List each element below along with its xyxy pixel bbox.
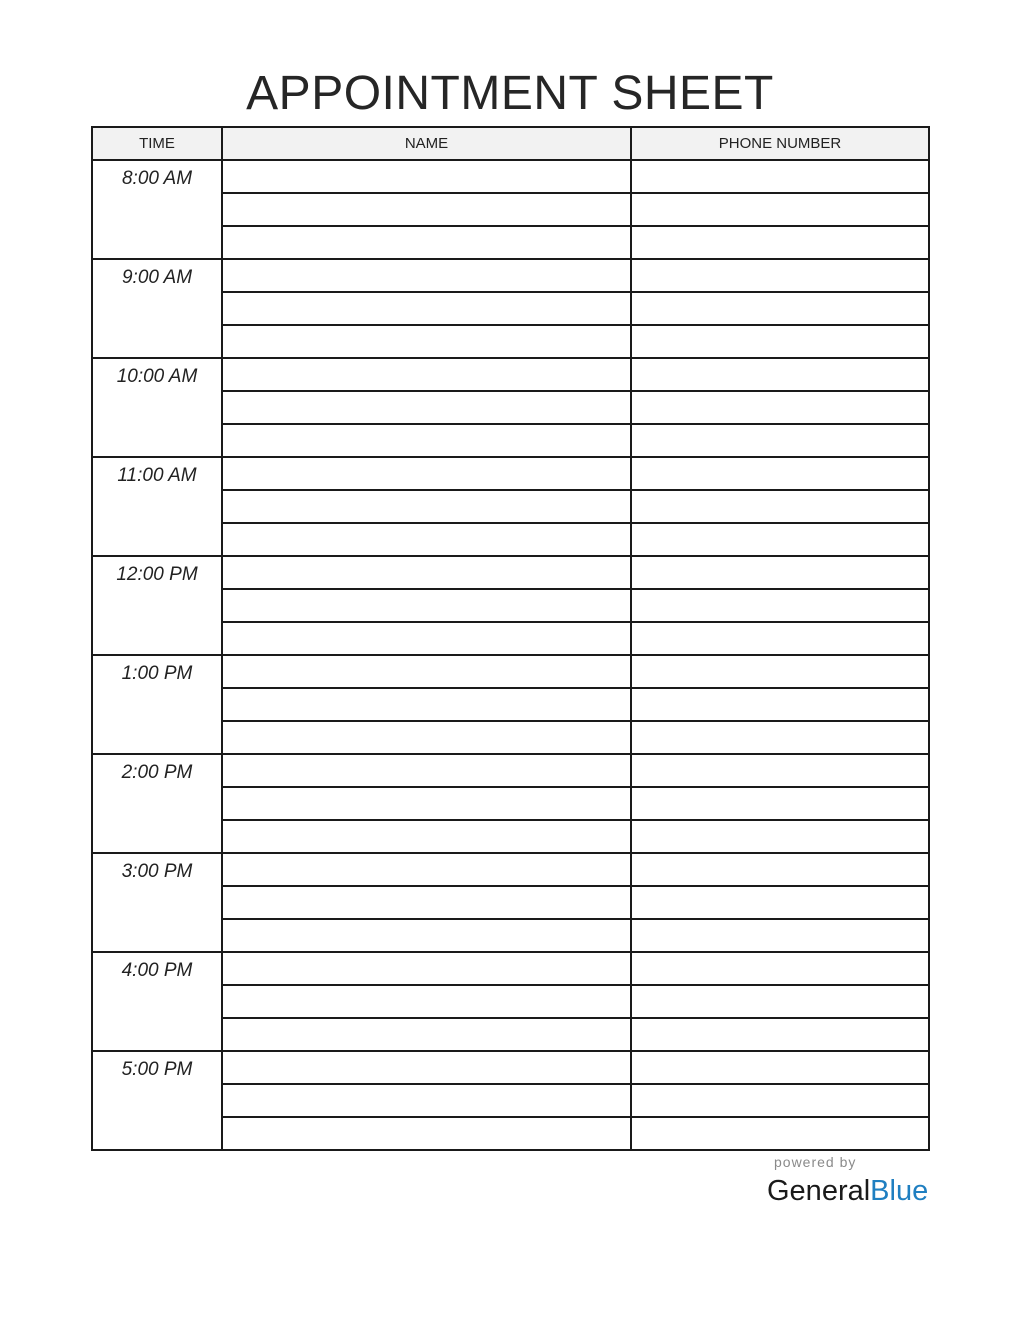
time-slot-label: 11:00 AM <box>92 457 222 556</box>
phone-entry-cell[interactable] <box>631 292 929 325</box>
phone-entry-cell[interactable] <box>631 457 929 490</box>
name-entry-cell[interactable] <box>222 1018 631 1051</box>
name-entry-cell[interactable] <box>222 622 631 655</box>
time-column-header: TIME <box>92 127 222 160</box>
name-entry-cell[interactable] <box>222 292 631 325</box>
table-row <box>92 952 929 985</box>
table-row <box>92 754 929 787</box>
phone-entry-cell[interactable] <box>631 1018 929 1051</box>
time-slot-label: 3:00 PM <box>92 853 222 952</box>
phone-entry-cell[interactable] <box>631 655 929 688</box>
name-entry-cell[interactable] <box>222 457 631 490</box>
phone-entry-cell[interactable] <box>631 853 929 886</box>
time-slot-label: 12:00 PM <box>92 556 222 655</box>
table-row <box>92 853 929 886</box>
phone-entry-cell[interactable] <box>631 490 929 523</box>
name-entry-cell[interactable] <box>222 490 631 523</box>
phone-column-header: PHONE NUMBER <box>631 127 929 160</box>
name-entry-cell[interactable] <box>222 424 631 457</box>
name-entry-cell[interactable] <box>222 391 631 424</box>
appointment-body <box>92 160 929 1150</box>
phone-entry-cell[interactable] <box>631 523 929 556</box>
name-entry-cell[interactable] <box>222 655 631 688</box>
header-row <box>92 127 929 160</box>
phone-entry-cell[interactable] <box>631 886 929 919</box>
phone-entry-cell[interactable] <box>631 160 929 193</box>
table-row <box>92 160 929 193</box>
brand-general: General <box>767 1175 871 1207</box>
phone-entry-cell[interactable] <box>631 1117 929 1150</box>
name-entry-cell[interactable] <box>222 1084 631 1117</box>
name-entry-cell[interactable] <box>222 820 631 853</box>
phone-entry-cell[interactable] <box>631 985 929 1018</box>
time-slot-label: 10:00 AM <box>92 358 222 457</box>
name-entry-cell[interactable] <box>222 886 631 919</box>
table-row <box>92 457 929 490</box>
name-column-header: NAME <box>222 127 631 160</box>
time-slot-label: 4:00 PM <box>92 952 222 1051</box>
name-entry-cell[interactable] <box>222 1051 631 1084</box>
phone-entry-cell[interactable] <box>631 622 929 655</box>
name-entry-cell[interactable] <box>222 952 631 985</box>
name-entry-cell[interactable] <box>222 721 631 754</box>
phone-entry-cell[interactable] <box>631 688 929 721</box>
time-slot-label: 5:00 PM <box>92 1051 222 1150</box>
phone-entry-cell[interactable] <box>631 721 929 754</box>
name-entry-cell[interactable] <box>222 754 631 787</box>
phone-entry-cell[interactable] <box>631 259 929 292</box>
phone-entry-cell[interactable] <box>631 556 929 589</box>
page-title: APPOINTMENT SHEET <box>246 67 774 120</box>
table-row <box>92 1051 929 1084</box>
phone-entry-cell[interactable] <box>631 226 929 259</box>
phone-entry-cell[interactable] <box>631 1084 929 1117</box>
phone-entry-cell[interactable] <box>631 952 929 985</box>
phone-entry-cell[interactable] <box>631 787 929 820</box>
phone-entry-cell[interactable] <box>631 424 929 457</box>
time-slot-label: 9:00 AM <box>92 259 222 358</box>
phone-entry-cell[interactable] <box>631 325 929 358</box>
name-entry-cell[interactable] <box>222 688 631 721</box>
table-row <box>92 358 929 391</box>
name-entry-cell[interactable] <box>222 193 631 226</box>
phone-entry-cell[interactable] <box>631 919 929 952</box>
phone-entry-cell[interactable] <box>631 391 929 424</box>
appointment-table <box>91 126 930 1151</box>
table-row <box>92 655 929 688</box>
name-entry-cell[interactable] <box>222 160 631 193</box>
table-row <box>92 259 929 292</box>
name-entry-cell[interactable] <box>222 325 631 358</box>
name-entry-cell[interactable] <box>222 259 631 292</box>
name-entry-cell[interactable] <box>222 358 631 391</box>
name-entry-cell[interactable] <box>222 226 631 259</box>
name-entry-cell[interactable] <box>222 523 631 556</box>
phone-entry-cell[interactable] <box>631 754 929 787</box>
name-entry-cell[interactable] <box>222 589 631 622</box>
name-entry-cell[interactable] <box>222 787 631 820</box>
name-entry-cell[interactable] <box>222 919 631 952</box>
generalblue-logo <box>767 1173 928 1209</box>
name-entry-cell[interactable] <box>222 853 631 886</box>
powered-by-label: powered by <box>774 1154 857 1170</box>
name-entry-cell[interactable] <box>222 1117 631 1150</box>
time-slot-label: 1:00 PM <box>92 655 222 754</box>
phone-entry-cell[interactable] <box>631 589 929 622</box>
table-row <box>92 556 929 589</box>
time-slot-label: 2:00 PM <box>92 754 222 853</box>
time-slot-label: 8:00 AM <box>92 160 222 259</box>
phone-entry-cell[interactable] <box>631 358 929 391</box>
name-entry-cell[interactable] <box>222 985 631 1018</box>
phone-entry-cell[interactable] <box>631 820 929 853</box>
name-entry-cell[interactable] <box>222 556 631 589</box>
phone-entry-cell[interactable] <box>631 1051 929 1084</box>
brand-blue: Blue <box>870 1175 929 1207</box>
phone-entry-cell[interactable] <box>631 193 929 226</box>
